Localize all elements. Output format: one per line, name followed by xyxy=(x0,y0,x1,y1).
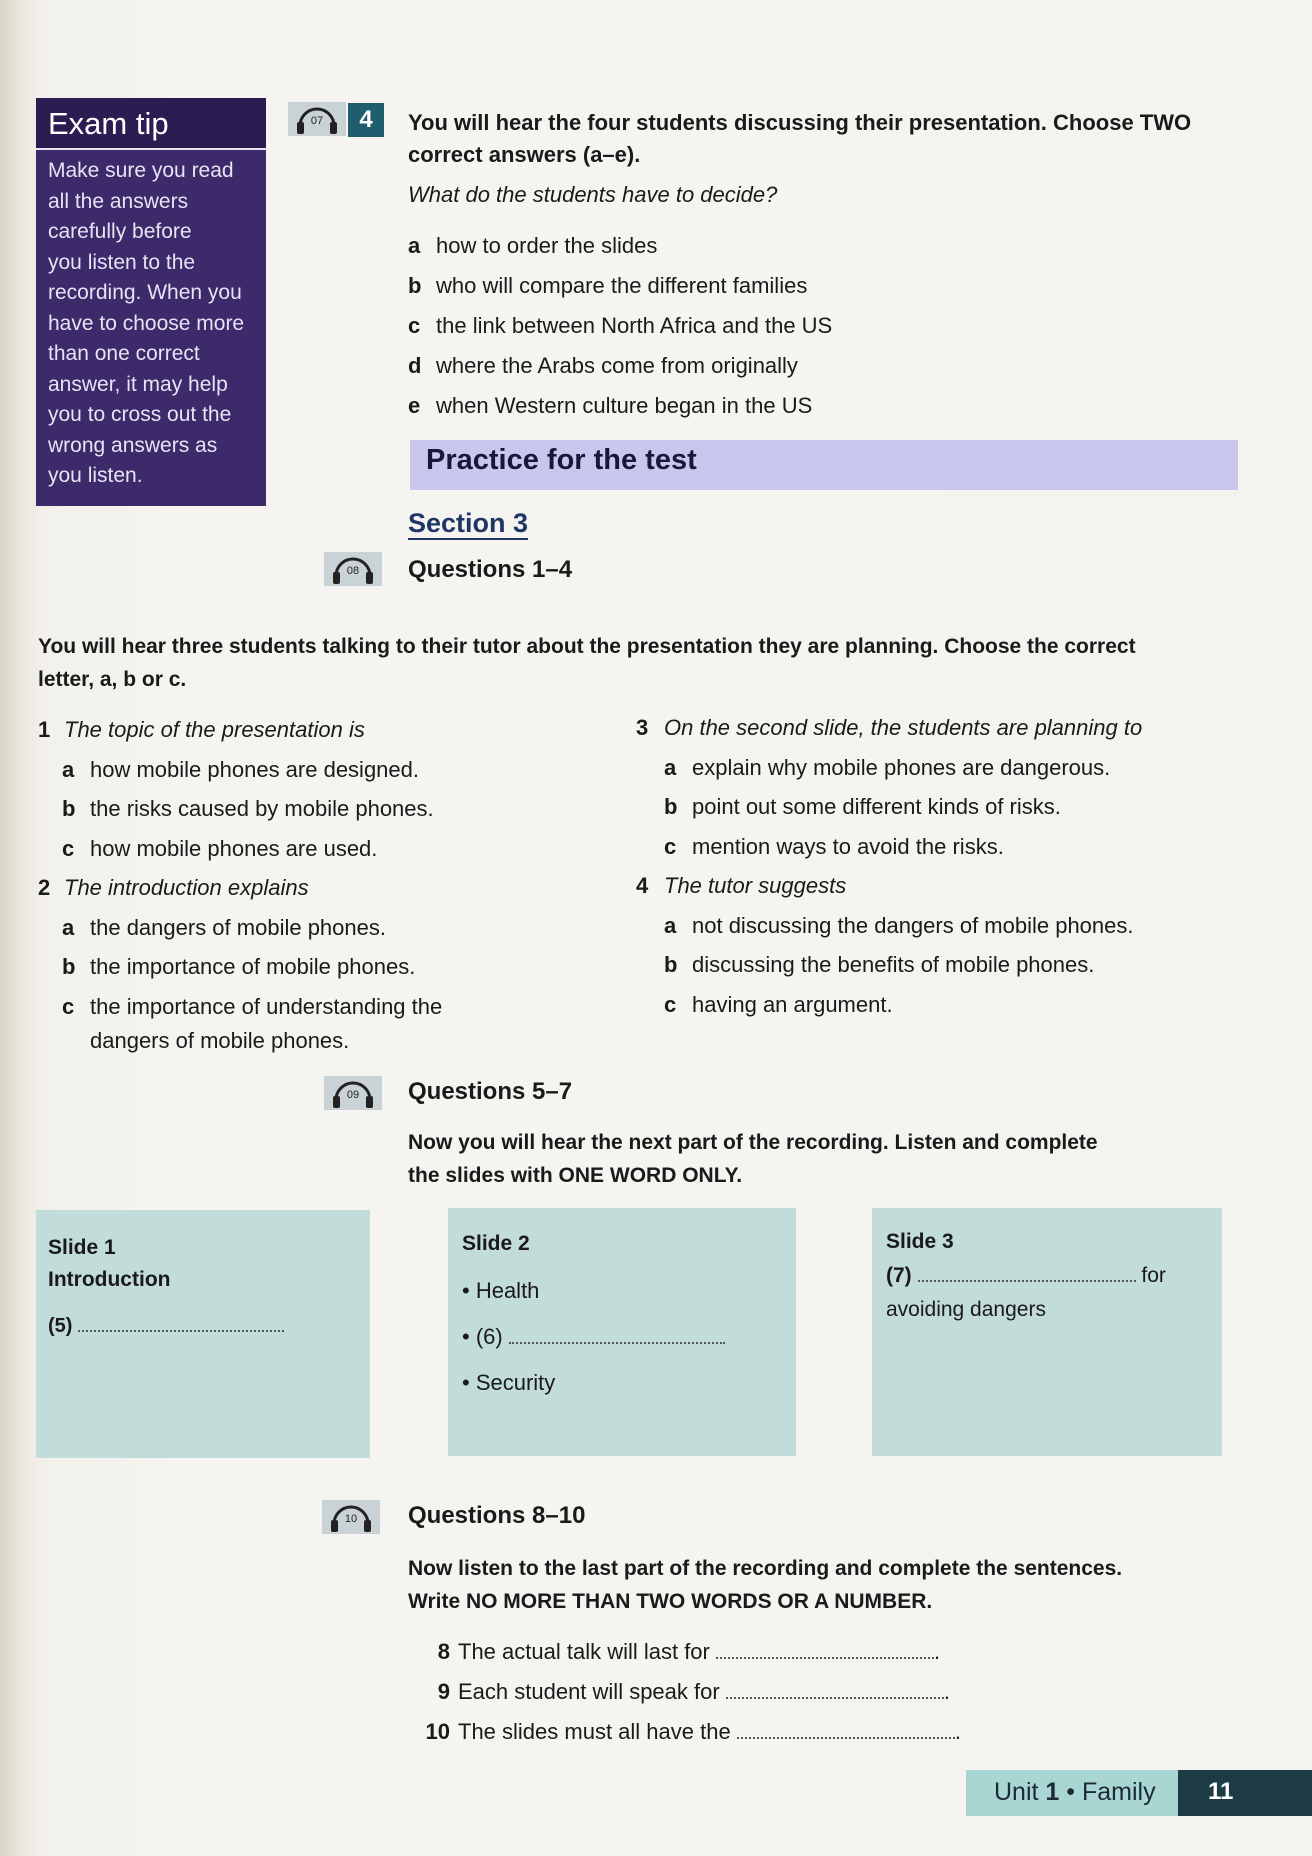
headphones-icon[interactable] xyxy=(322,1496,380,1536)
option-item[interactable]: a how mobile phones are designed. xyxy=(62,756,420,782)
sentence-item[interactable]: 9 Each student will speak for . xyxy=(437,1679,950,1704)
questions-1-4-heading: Questions 1–4 xyxy=(408,556,573,583)
answer-blank-10 xyxy=(737,1721,955,1739)
option-item[interactable]: c mention ways to avoid the risks. xyxy=(664,833,1004,859)
exam-tip-line: you listen to the xyxy=(48,250,196,274)
option-item[interactable]: c the importance of understanding the xyxy=(62,993,443,1019)
slide-1-box xyxy=(36,1210,370,1458)
answer-blank-8 xyxy=(716,1641,934,1659)
exam-tip-line: answer, it may help xyxy=(48,372,228,396)
questions-left-column xyxy=(38,710,598,1056)
sentence-item[interactable]: 10 The slides must all have the . xyxy=(425,1719,961,1744)
slide-2-box xyxy=(448,1208,796,1456)
exam-tip-text xyxy=(48,156,258,492)
slide-3-title: Slide 3 xyxy=(886,1230,954,1253)
task4-instruction xyxy=(408,110,1248,168)
exam-tip-box xyxy=(36,98,266,506)
question-stem: 4 The tutor suggests xyxy=(636,873,847,898)
option-item[interactable]: b who will compare the different families xyxy=(408,273,808,298)
answer-blank-7 xyxy=(918,1264,1136,1282)
footer-page-tab xyxy=(1178,1770,1312,1816)
option-item[interactable]: d where the Arabs come from originally xyxy=(408,353,798,378)
questions-8-10-heading: Questions 8–10 xyxy=(408,1502,586,1529)
option-continuation: dangers of mobile phones. xyxy=(90,1028,350,1053)
option-item[interactable]: c how mobile phones are used. xyxy=(62,835,378,861)
track-number: 08 xyxy=(346,565,360,577)
section-title: Section 3 xyxy=(408,508,529,538)
slide-3-gap[interactable]: (7) for xyxy=(886,1264,1166,1287)
slide-3-line2: avoiding dangers xyxy=(886,1298,1046,1321)
task-number-badge: 4 xyxy=(348,103,384,137)
slide-2-bullet: • Security xyxy=(462,1370,556,1395)
questions-5-7-heading: Questions 5–7 xyxy=(408,1078,573,1105)
task4-instruction-line2: correct answers (a–e). xyxy=(408,142,641,167)
exam-tip-line: carefully before xyxy=(48,220,192,243)
headphones-icon[interactable] xyxy=(324,1072,382,1112)
option-item[interactable]: a the dangers of mobile phones. xyxy=(62,914,386,940)
option-item[interactable]: b point out some different kinds of risks. xyxy=(664,794,1061,819)
option-item[interactable]: c the link between North Africa and the US xyxy=(408,313,833,338)
slide-1-title: Slide 1 xyxy=(48,1236,116,1259)
option-item[interactable]: b discussing the benefits of mobile phones. xyxy=(664,952,1095,977)
headphones-icon[interactable] xyxy=(324,548,382,588)
headphones-icon[interactable] xyxy=(288,98,346,138)
slide-2-bullet-gap[interactable]: • (6) xyxy=(462,1324,725,1350)
exam-tip-line: than one correct xyxy=(48,342,200,365)
exam-tip-line: Make sure you read xyxy=(48,159,234,182)
slide-1-subtitle: Introduction xyxy=(48,1268,171,1291)
slide-1-gap[interactable]: (5) xyxy=(48,1314,284,1338)
question-stem: 2 The introduction explains xyxy=(38,875,309,900)
option-item[interactable]: a not discussing the dangers of mobile phones. xyxy=(664,912,1134,938)
exam-tip-title: Exam tip xyxy=(48,106,169,141)
sentence-list xyxy=(408,1632,961,1752)
answer-blank-9 xyxy=(726,1681,944,1699)
track-number: 09 xyxy=(346,1089,360,1101)
track-number: 07 xyxy=(310,115,324,127)
exam-tip-line: have to choose more xyxy=(48,311,245,335)
option-item[interactable]: a explain why mobile phones are dangerous. xyxy=(664,754,1111,780)
task4-instruction-line1: You will hear the four students discussing their presentation. Choose TWO xyxy=(408,110,1192,135)
task4-question: What do the students have to decide? xyxy=(408,182,778,207)
page-number: 11 xyxy=(1208,1778,1234,1805)
answer-blank-5 xyxy=(78,1314,284,1332)
questions-8-10-instruction: Now listen to the last part of the recording and complete the sentences. Write NO MORE THAN TWO WORDS OR A NUMBER. xyxy=(408,1557,1123,1613)
track-number: 10 xyxy=(344,1513,358,1525)
slide-2-title: Slide 2 xyxy=(462,1232,530,1255)
questions-right-column xyxy=(636,708,1276,1024)
exam-tip-line: you listen. xyxy=(48,464,143,487)
question-stem: 1 The topic of the presentation is xyxy=(38,717,365,742)
exam-tip-line: you to cross out the xyxy=(48,403,232,426)
questions-1-4-instruction: You will hear three students talking to their tutor about the presentation they are planning. Choose the correct letter, a, b or c. xyxy=(38,635,1136,691)
footer-unit-label: Unit 1 • Family xyxy=(994,1778,1156,1806)
option-item[interactable]: b the importance of mobile phones. xyxy=(62,954,416,979)
practice-title: Practice for the test xyxy=(426,444,697,476)
option-item[interactable]: b the risks caused by mobile phones. xyxy=(62,796,434,821)
sentence-item[interactable]: 8 The actual talk will last for . xyxy=(437,1639,941,1664)
exam-tip-line: wrong answers as xyxy=(48,433,218,457)
option-item[interactable]: c having an argument. xyxy=(664,991,893,1017)
task4-options xyxy=(408,226,832,426)
option-item[interactable]: e when Western culture began in the US xyxy=(408,393,813,418)
slide-2-bullet: • Health xyxy=(462,1278,540,1303)
exam-tip-line: all the answers xyxy=(48,189,189,213)
slide-3-box xyxy=(872,1208,1222,1456)
answer-blank-6 xyxy=(509,1326,725,1344)
questions-5-7-instruction: Now you will hear the next part of the recording. Listen and complete the slides with ONE WORD ONLY. xyxy=(408,1131,1098,1187)
exam-tip-header xyxy=(36,98,266,150)
exam-tip-line: recording. When you xyxy=(48,281,242,304)
option-item[interactable]: a how to order the slides xyxy=(408,233,658,258)
question-stem: 3 On the second slide, the students are planning to xyxy=(636,715,1143,740)
